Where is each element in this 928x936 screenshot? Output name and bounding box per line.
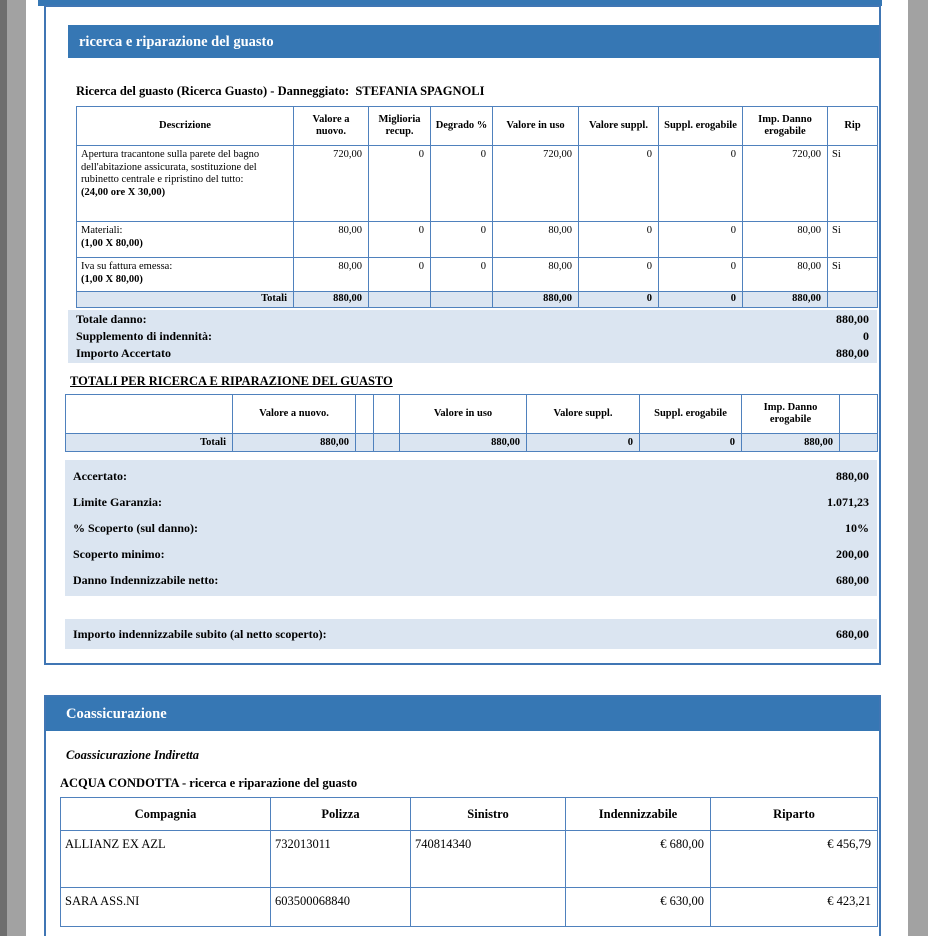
section-coinsurance-box xyxy=(44,695,881,936)
description-cell xyxy=(77,146,294,222)
company-cell: SARA ASS.NI xyxy=(61,888,271,927)
column-header: Indennizzabile xyxy=(566,798,711,831)
calc-text: (1,00 X 80,00) xyxy=(81,273,143,285)
column-header: Riparto xyxy=(711,798,878,831)
total-cell: 880,00 xyxy=(742,434,840,452)
result-row xyxy=(65,489,877,515)
value-cell: 720,00 xyxy=(493,146,579,222)
column-header: Valore suppl. xyxy=(579,107,659,146)
value-cell: 0 xyxy=(369,222,431,258)
totals-label: Totali xyxy=(77,292,294,308)
column-header: Descrizione xyxy=(77,107,294,146)
description-cell xyxy=(77,258,294,292)
value-cell: 0 xyxy=(579,146,659,222)
column-header: Compagnia xyxy=(61,798,271,831)
section-title: Coassicurazione xyxy=(66,706,167,722)
total-cell xyxy=(356,434,374,452)
totals-table xyxy=(65,394,878,452)
total-cell xyxy=(374,434,400,452)
total-cell: 880,00 xyxy=(493,292,579,308)
value-cell: 80,00 xyxy=(294,222,369,258)
result-value: 1.071,23 xyxy=(827,495,869,509)
result-row xyxy=(65,567,877,593)
coinsurance-subheader: Coassicurazione Indiretta xyxy=(66,748,200,762)
value-cell: 80,00 xyxy=(743,222,828,258)
total-cell: 0 xyxy=(579,292,659,308)
calc-text: (24,00 ore X 30,00) xyxy=(81,186,166,198)
description-cell xyxy=(77,222,294,258)
total-cell xyxy=(840,434,878,452)
column-header: Imp. Danno erogabile xyxy=(742,395,840,434)
summary-value: 0 xyxy=(863,329,869,343)
total-cell xyxy=(828,292,878,308)
column-header: Rip xyxy=(828,107,878,146)
total-cell: 880,00 xyxy=(400,434,527,452)
net-payable-label: Importo indennizzabile subito (al netto scoperto): xyxy=(73,626,327,641)
damage-table-header-row xyxy=(77,107,878,146)
result-row xyxy=(65,515,877,541)
share-cell: € 456,79 xyxy=(711,831,878,888)
summary-label: Totale danno: xyxy=(76,312,147,326)
result-row xyxy=(65,541,877,567)
column-header xyxy=(66,395,233,434)
column-header xyxy=(356,395,374,434)
total-cell: 0 xyxy=(640,434,742,452)
column-header: Imp. Danno erogabile xyxy=(743,107,828,146)
net-payable-row xyxy=(65,619,877,649)
description-text: Iva su fattura emessa: xyxy=(81,261,173,272)
result-value: 680,00 xyxy=(836,573,869,587)
result-label: Scoperto minimo: xyxy=(73,547,165,561)
total-cell xyxy=(369,292,431,308)
table-row xyxy=(77,222,878,258)
policy-cell: 732013011 xyxy=(271,831,411,888)
total-cell: 880,00 xyxy=(294,292,369,308)
column-header: Valore in uso xyxy=(493,107,579,146)
value-cell: 720,00 xyxy=(294,146,369,222)
summary-row xyxy=(68,328,877,345)
value-cell: 0 xyxy=(579,222,659,258)
indemnifiable-cell: € 630,00 xyxy=(566,888,711,927)
summary-label: Supplemento di indennità: xyxy=(76,329,213,343)
company-cell: ALLIANZ EX AZL xyxy=(61,831,271,888)
totals-row xyxy=(77,292,878,308)
value-cell: 80,00 xyxy=(493,222,579,258)
section-title: ricerca e riparazione del guasto xyxy=(79,34,274,50)
summary-value: 880,00 xyxy=(836,312,869,326)
rip-cell: Si xyxy=(828,146,878,222)
policy-cell: 603500068840 xyxy=(271,888,411,927)
assessment-results-block xyxy=(65,460,877,596)
net-payable-value: 680,00 xyxy=(836,626,869,641)
description-text: Materiali: xyxy=(81,225,123,236)
column-header: Valore a nuovo. xyxy=(233,395,356,434)
value-cell: 80,00 xyxy=(294,258,369,292)
table-row xyxy=(61,888,878,927)
column-header xyxy=(374,395,400,434)
column-header: Degrado % xyxy=(431,107,493,146)
viewer-left-strip xyxy=(0,0,7,936)
total-cell: 880,00 xyxy=(233,434,356,452)
table-row xyxy=(77,146,878,222)
total-cell: 0 xyxy=(527,434,640,452)
column-header: Miglioria recup. xyxy=(369,107,431,146)
result-label: Danno Indennizzabile netto: xyxy=(73,573,219,587)
value-cell: 0 xyxy=(659,146,743,222)
summary-row xyxy=(68,345,877,362)
rip-cell: Si xyxy=(828,258,878,292)
summary-row xyxy=(68,311,877,328)
section-header-bar xyxy=(68,25,879,58)
column-header: Polizza xyxy=(271,798,411,831)
damage-table xyxy=(76,106,878,308)
total-cell xyxy=(431,292,493,308)
summary-value: 880,00 xyxy=(836,346,869,360)
column-header: Sinistro xyxy=(411,798,566,831)
column-header: Suppl. erogabile xyxy=(640,395,742,434)
summary-label: Importo Accertato xyxy=(76,346,171,360)
value-cell: 0 xyxy=(431,146,493,222)
column-header: Suppl. erogabile xyxy=(659,107,743,146)
total-cell: 0 xyxy=(659,292,743,308)
result-value: 200,00 xyxy=(836,547,869,561)
totals-table-header-row xyxy=(66,395,878,434)
result-label: Limite Garanzia: xyxy=(73,495,162,509)
coinsurance-table xyxy=(60,797,878,927)
column-header: Valore in uso xyxy=(400,395,527,434)
value-cell: 0 xyxy=(659,222,743,258)
value-cell: 0 xyxy=(369,146,431,222)
column-header: Valore a nuovo. xyxy=(294,107,369,146)
section-repair-box xyxy=(44,5,881,665)
totals-label: Totali xyxy=(66,434,233,452)
value-cell: 0 xyxy=(431,222,493,258)
totals-heading: TOTALI PER RICERCA E RIPARAZIONE DEL GUASTO xyxy=(70,374,393,388)
description-text: Apertura tracantone sulla parete del bagno dell'abitazione assicurata, sostituzione del rubinetto centrale e ripristino del tutto: xyxy=(81,149,260,185)
column-header xyxy=(840,395,878,434)
claim-cell: 740814340 xyxy=(411,831,566,888)
coinsurance-header-row xyxy=(61,798,878,831)
damage-summary-block xyxy=(68,310,877,363)
value-cell: 0 xyxy=(431,258,493,292)
result-label: % Scoperto (sul danno): xyxy=(73,521,199,535)
total-cell: 880,00 xyxy=(743,292,828,308)
value-cell: 0 xyxy=(369,258,431,292)
value-cell: 720,00 xyxy=(743,146,828,222)
value-cell: 0 xyxy=(579,258,659,292)
result-value: 880,00 xyxy=(836,469,869,483)
result-value: 10% xyxy=(845,521,869,535)
value-cell: 0 xyxy=(659,258,743,292)
result-label: Accertato: xyxy=(73,469,127,483)
damage-subtitle: Ricerca del guasto (Ricerca Guasto) - Danneggiato: STEFANIA SPAGNOLI xyxy=(76,84,485,98)
calc-text: (1,00 X 80,00) xyxy=(81,237,143,249)
column-header: Valore suppl. xyxy=(527,395,640,434)
indemnifiable-cell: € 680,00 xyxy=(566,831,711,888)
rip-cell: Si xyxy=(828,222,878,258)
value-cell: 80,00 xyxy=(743,258,828,292)
result-row xyxy=(65,463,877,489)
table-row xyxy=(61,831,878,888)
share-cell: € 423,21 xyxy=(711,888,878,927)
totals-row xyxy=(66,434,878,452)
value-cell: 80,00 xyxy=(493,258,579,292)
section-header-bar xyxy=(46,697,879,731)
table-row xyxy=(77,258,878,292)
claim-cell xyxy=(411,888,566,927)
document-page xyxy=(26,0,908,936)
coinsurance-guarantee-title: ACQUA CONDOTTA - ricerca e riparazione del guasto xyxy=(60,776,358,790)
